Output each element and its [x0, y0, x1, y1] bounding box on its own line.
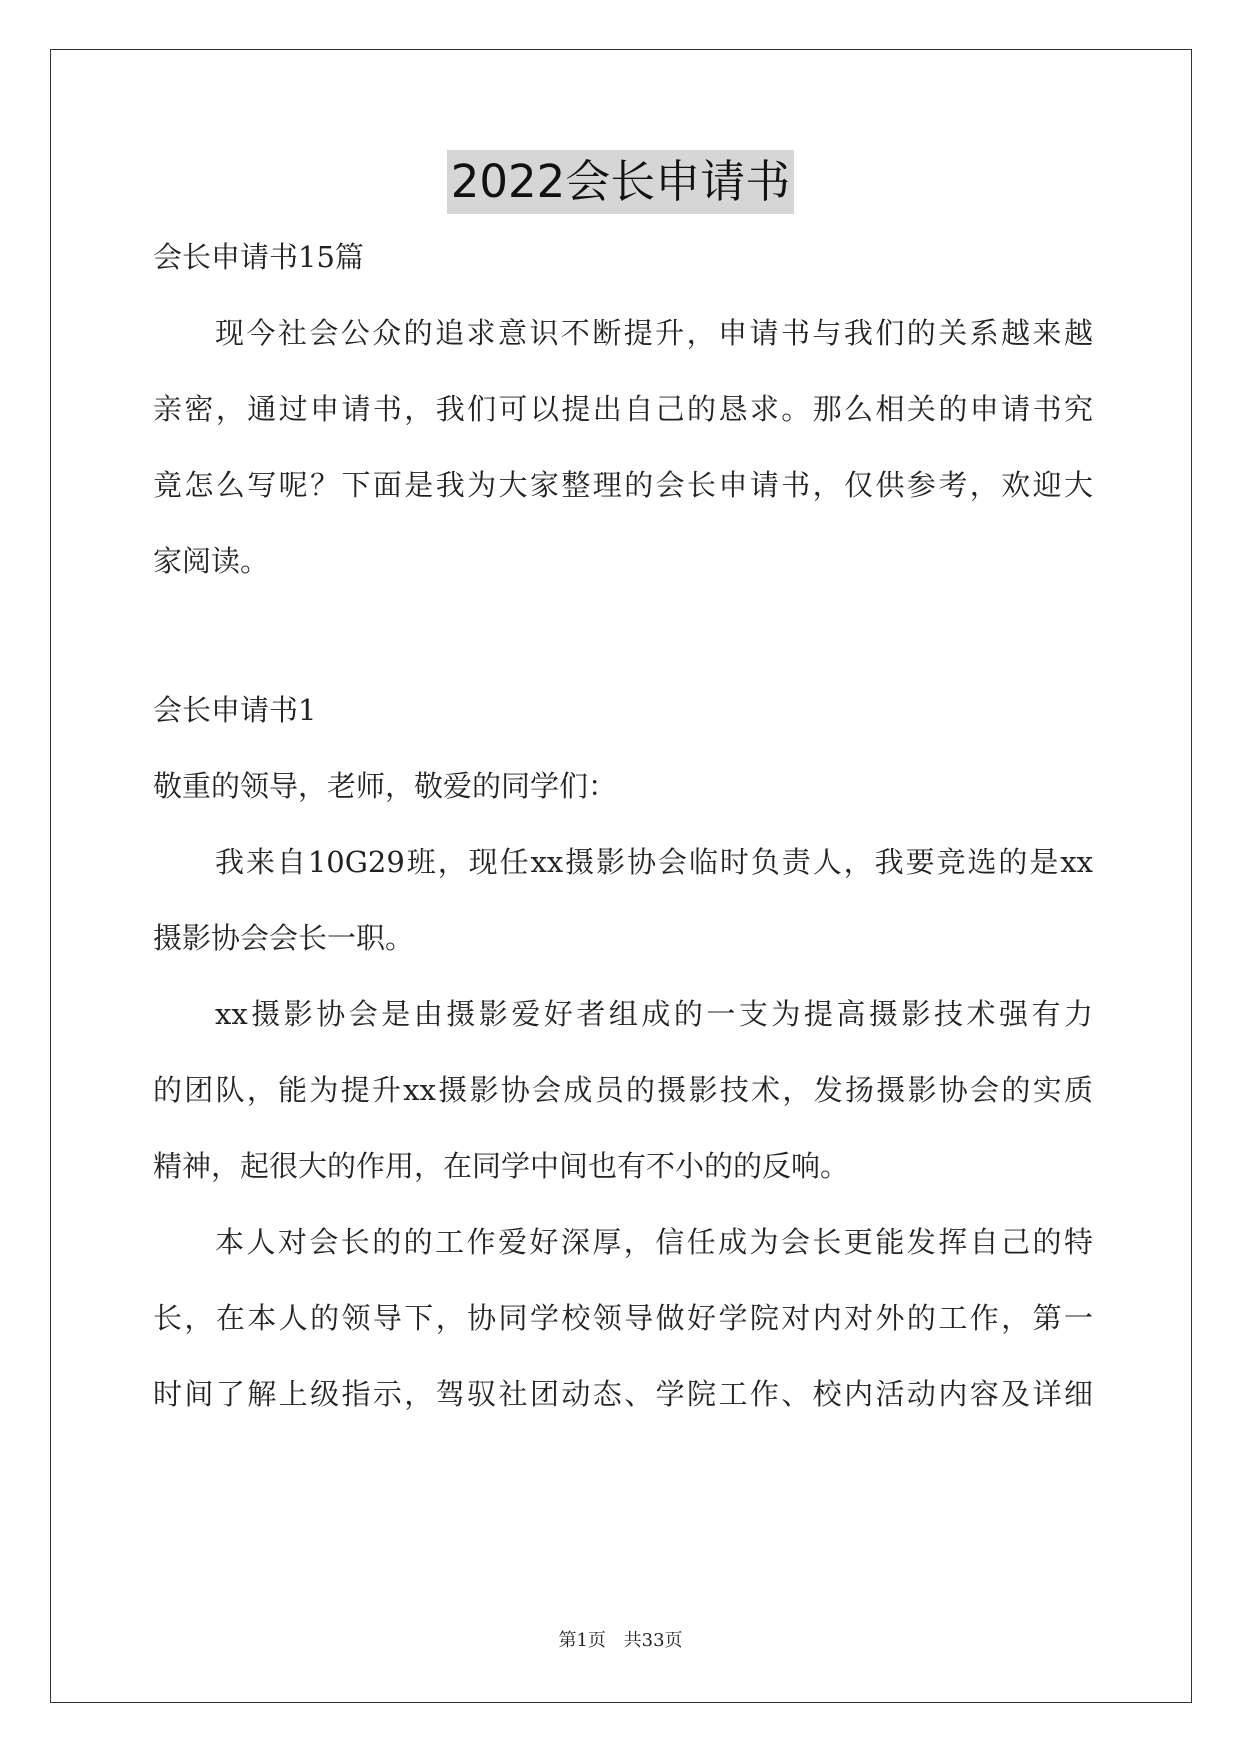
- paragraph-line: xx摄影协会是由摄影爱好者组成的一支为提高摄影技术强有力: [215, 997, 1093, 1031]
- paragraph-line: 我来自10G29班，现任xx摄影协会临时负责人，我要竞选的是xx: [215, 845, 1093, 879]
- paragraph-line: 现今社会公众的追求意识不断提升，申请书与我们的关系越来越: [215, 316, 1093, 350]
- paragraph-line: 长，在本人的领导下，协同学校领导做好学院对内对外的工作，第一: [153, 1301, 1093, 1335]
- paragraph-line: 摄影协会会长一职。: [153, 921, 415, 955]
- paragraph-line: 时间了解上级指示，驾驭社团动态、学院工作、校内活动内容及详细: [153, 1377, 1093, 1411]
- page-number: 第1页: [558, 1630, 606, 1651]
- paragraph-line: 的团队，能为提升xx摄影协会成员的摄影技术，发扬摄影协会的实质: [153, 1073, 1093, 1107]
- paragraph-line: 精神，起很大的作用，在同学中间也有不小的的反响。: [153, 1149, 850, 1183]
- subtitle-line: 会长申请书15篇: [153, 240, 364, 274]
- paragraph-line: 竟怎么写呢？下面是我为大家整理的会长申请书，仅供参考，欢迎大: [153, 468, 1093, 502]
- paragraph-line: 本人对会长的的工作爱好深厚，信任成为会长更能发挥自己的特: [215, 1225, 1093, 1259]
- section-heading: 会长申请书1: [153, 693, 317, 727]
- document-title: 2022会长申请书: [447, 150, 795, 214]
- title-wrap: [0, 150, 1241, 214]
- salutation-line: 敬重的领导，老师，敬爱的同学们：: [153, 769, 618, 803]
- page-total: 共33页: [623, 1630, 683, 1651]
- page-footer: [0, 1626, 1241, 1652]
- paragraph-line: 亲密，通过申请书，我们可以提出自己的恳求。那么相关的申请书究: [153, 392, 1093, 426]
- paragraph-line: 家阅读。: [153, 544, 270, 578]
